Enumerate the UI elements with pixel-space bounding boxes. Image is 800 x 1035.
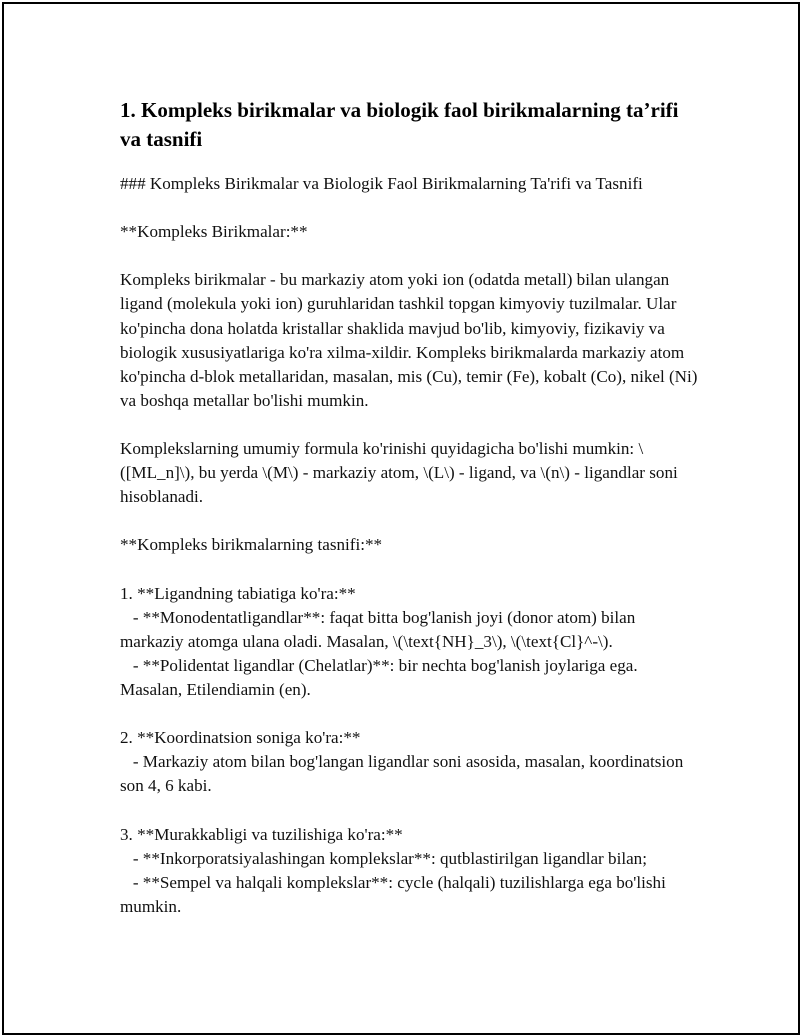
spacer [120,558,700,582]
spacer [120,702,700,726]
list-subitem: - Markaziy atom bilan bog'langan ligandlar soni asosida, masalan, koordinatsion son 4, 6 kabi. [120,752,688,796]
list-subitem: - **Inkorporatsiyalashingan komplekslar**: qutblastirilgan ligandlar bilan; [120,848,647,868]
section-heading-classification: **Kompleks birikmalarning tasnifi:** [120,535,383,555]
list-item-heading: 1. **Ligandning tabiatiga ko'ra:** [120,583,356,603]
document-page [2,2,800,1035]
spacer [120,509,700,533]
paragraph-definition: Kompleks birikmalar - bu markaziy atom yoki ion (odatda metall) bilan ulangan ligand (molekula yoki ion) guruhlaridan tashkil topgan kimyoviy tuzilmalar. Ular ko'pincha dona holatda kristallar shaklida mavjud bo'lib, kimyoviy, fizikaviy va biologik xususiyatlariga ko'ra xilma-xildir. Kompleks birikmalarda markaziy atom ko'pincha d-blok metallaridan, masalan, mis (Cu), temir (Fe), kobalt (Co), nikel (Ni) va boshqa metallar bo'lishi mumkin. [120,270,702,410]
paragraph-formula: Komplekslarning umumiy formula ko'rinishi quyidagicha bo'lishi mumkin: \([ML_n]\), bu yerda \(M\) - markaziy atom, \(L\) - ligand, va \(n\) - ligandlar soni hisoblanadi. [120,439,683,507]
document-title: 1. Kompleks birikmalar va biologik faol birikmalarning ta’rifi va tasnifi [120,98,679,151]
spacer [120,798,700,822]
list-subitem: - **Monodentatligandlar**: faqat bitta bog'lanish joyi (donor atom) bilan markaziy atomga ulana oladi. Masalan, \(\text{NH}_3\), \(\text{Cl}^-\). [120,607,640,651]
section-heading-complexes: **Kompleks Birikmalar:** [120,222,308,242]
spacer [120,244,700,268]
document-content [120,96,700,919]
subheading-line: ### Kompleks Birikmalar va Biologik Faol Birikmalarning Ta'rifi va Tasnifi [120,174,643,193]
list-subitem: - **Polidentat ligandlar (Chelatlar)**: bir nechta bog'lanish joylariga ega. Masalan, Etilendiamin (en). [120,655,642,699]
list-item-heading: 3. **Murakkabligi va tuzilishiga ko'ra:** [120,824,403,844]
list-item-heading: 2. **Koordinatsion soniga ko'ra:** [120,728,361,748]
spacer [120,413,700,437]
spacer [120,196,700,220]
list-subitem: - **Sempel va halqali komplekslar**: cycle (halqali) tuzilishlarga ega bo'lishi mumkin. [120,872,671,916]
